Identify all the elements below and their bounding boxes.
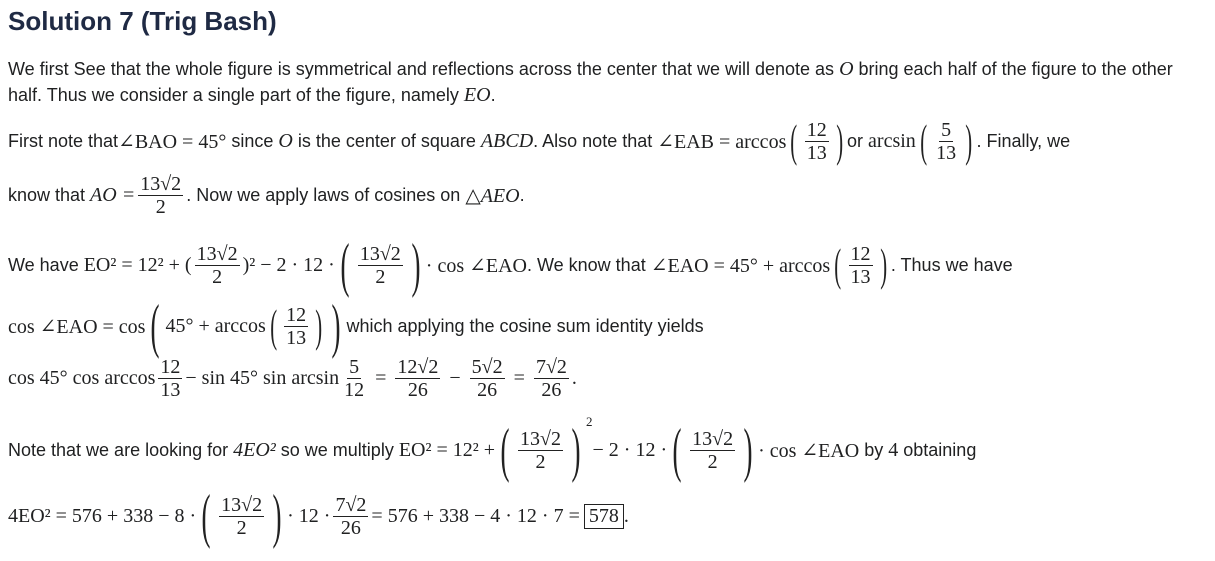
cosine-sum-line: cos 45° cos arccos $\frac{12}{13}$ − sin 45° sin arcsin $\frac{5}{12}$ = $\frac{12√2}{26}$ − $\frac{5√2}{26}$ = $\frac{7√2}{26}$ . (8, 356, 577, 401)
math-angle-eab: ∠EAB = arccos (657, 130, 787, 153)
boxed-answer: 578 (584, 504, 624, 529)
intro-paragraph: We first See that the whole figure is symmetrical and reflections across the center that we will denote as O bring each half of the figure to the other half. Thus we consider a single part of the figure, namely EO. (8, 58, 1173, 106)
fraction-12-13: $\frac{12}{13}$ (806, 118, 827, 164)
fraction-5-13: $\frac{5}{13}$ (936, 118, 957, 164)
angle-facts-line: First note that ∠BAO = 45° since O is the center of square ABCD . Also note that ∠EAB = arccos ( $\frac{12}{13}$ ) or arcsin ( $\frac{5}{13}$ ) . Finally, we (8, 115, 1071, 166)
final-computation-line: 4EO² = 576 + 338 − 8 · ( $\frac{13√2}{2}$ ) · 12 · $\frac{7√2}{26}$ = 576 + 338 − 4 · 12 · 7 = 578 . (8, 483, 629, 549)
math-EO: EO (463, 84, 491, 106)
math-angle-bao: ∠BAO = 45° (118, 130, 227, 153)
ao-length-line: know that AO = $\frac{13√2}{2}$ . Now we apply laws of cosines on △AEO . (8, 173, 525, 218)
solution-heading: Solution 7 (Trig Bash) (8, 6, 277, 36)
math-O: O (839, 58, 854, 80)
multiply-by-four-line: Note that we are looking for 4EO² so we multiply EO² = 12² + ( $\frac{13√2}{2}$ ) 2 − 2 · 12 · ( $\frac{13√2}{2}$ ) · cos ∠EAO by 4 obtaining (8, 414, 977, 483)
cos-eao-line: cos ∠EAO = cos ( 45° + arccos ( $\frac{12}{13}$ ) ) which applying the cosine sum identity yields (8, 293, 704, 359)
law-of-cosines-line: We have EO² = 12² + ( $\frac{13√2}{2}$ )² − 2 · 12 · ( $\frac{13√2}{2}$ ) · cos ∠EAO . We know that ∠EAO = 45° + arccos ( $\frac{12}{13}$ ) . Thus we have (8, 232, 1013, 298)
fraction-13sqrt2-2: $\frac{13√2}{2}$ (140, 173, 182, 218)
intro-text-a: We first See that the whole figure is symmetrical and reflections across the center that we will denote as (8, 59, 840, 79)
intro-text-b: bring each half of the figure to the other half. Thus we consider a single part of the figure, namely (8, 59, 1173, 105)
